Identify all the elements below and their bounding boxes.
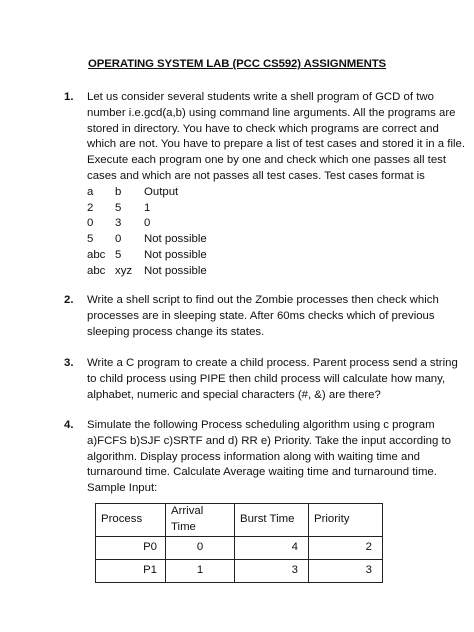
question-line: stored in directory. You have to check which programs are correct and bbox=[87, 122, 439, 135]
table-cell: P0 bbox=[96, 536, 166, 559]
question-line: Sample Input: bbox=[87, 482, 158, 495]
question-line: algorithm. Display process information along with waiting time and bbox=[87, 450, 421, 463]
test-case-cell: 0 bbox=[87, 217, 94, 230]
question-4 bbox=[64, 418, 451, 497]
test-case-cell: xyz bbox=[115, 264, 133, 277]
question-line: number i.e.gcd(a,b) using command line arguments. All the programs are bbox=[87, 106, 456, 119]
table-cell: 3 bbox=[309, 559, 383, 582]
table-header-cell: Process bbox=[96, 504, 166, 537]
test-case-cell: b bbox=[115, 185, 122, 198]
question-line: Write a shell script to find out the Zombie processes then check which bbox=[87, 294, 439, 306]
test-case-cell: 5 bbox=[87, 233, 94, 246]
question-line: Simulate the following Process scheduling algorithm using c program bbox=[87, 419, 435, 431]
test-case-cell: 5 bbox=[115, 201, 122, 214]
question-number: 3. bbox=[64, 357, 74, 369]
test-case-cell: Output bbox=[144, 185, 179, 198]
test-case-row bbox=[87, 201, 428, 217]
page-title: OPERATING SYSTEM LAB (PCC CS592) ASSIGNMENTS bbox=[87, 58, 387, 70]
question-3 bbox=[64, 356, 458, 403]
question-line: which are not. You have to prepare a list of test cases and stored it in a file. bbox=[87, 138, 466, 151]
table-row bbox=[96, 559, 383, 582]
question-1 bbox=[64, 90, 466, 280]
table-cell: 4 bbox=[235, 536, 309, 559]
test-case-cell: 0 bbox=[115, 233, 122, 246]
question-line: to child process using PIPE then child process will calculate how many, bbox=[87, 372, 446, 385]
question-line: turnaround time. Calculate Average waiting time and turnaround time. bbox=[87, 466, 437, 479]
test-case-row bbox=[87, 216, 428, 232]
question-line: Let us consider several students write a shell program of GCD of two bbox=[87, 91, 434, 103]
question-line: Execute each program one by one and check which one passes all test bbox=[87, 154, 447, 167]
question-line: Write a C program to create a child process. Parent process send a string bbox=[87, 357, 458, 369]
question-line: a)FCFS b)SJF c)SRTF and d) RR e) Priority. Take the input according to bbox=[87, 434, 451, 447]
question-line: alphabet, numeric and special characters (#, &) are there? bbox=[87, 388, 381, 401]
table-cell: 2 bbox=[309, 536, 383, 559]
test-case-cell: 1 bbox=[144, 201, 151, 214]
table-cell: 1 bbox=[166, 559, 235, 582]
test-case-cell: abc bbox=[87, 264, 106, 277]
sample-input-table bbox=[95, 503, 383, 583]
test-case-cell: Not possible bbox=[144, 233, 207, 246]
table-header-cell: Priority bbox=[309, 504, 383, 537]
test-case-cell: 2 bbox=[87, 201, 94, 214]
question-2 bbox=[64, 293, 439, 340]
test-case-header-row bbox=[87, 185, 428, 201]
table-header-cell: Arrival Time bbox=[166, 504, 235, 537]
question-number: 1. bbox=[64, 91, 74, 103]
test-case-row bbox=[87, 264, 428, 280]
test-case-cell: 0 bbox=[144, 217, 151, 230]
table-header-row bbox=[96, 504, 383, 537]
question-line: sleeping process change its states. bbox=[87, 325, 265, 338]
test-case-row bbox=[87, 232, 428, 248]
question-number: 4. bbox=[64, 419, 74, 431]
table-cell: 0 bbox=[166, 536, 235, 559]
test-cases bbox=[87, 185, 428, 280]
table-cell: 3 bbox=[235, 559, 309, 582]
test-case-cell: abc bbox=[87, 248, 106, 261]
test-case-cell: Not possible bbox=[144, 264, 207, 277]
test-case-cell: 3 bbox=[115, 217, 122, 230]
test-case-cell: 5 bbox=[115, 248, 122, 261]
question-line: cases and which are not passes all test cases. Test cases format is bbox=[87, 169, 425, 182]
table-row bbox=[96, 536, 383, 559]
question-line: processes are in sleeping state. After 60ms checks which of previous bbox=[87, 309, 435, 322]
table-cell: P1 bbox=[96, 559, 166, 582]
table-header-cell: Burst Time bbox=[235, 504, 309, 537]
test-case-cell: Not possible bbox=[144, 248, 207, 261]
test-case-row bbox=[87, 248, 428, 264]
question-number: 2. bbox=[64, 294, 74, 306]
test-case-cell: a bbox=[87, 185, 94, 198]
